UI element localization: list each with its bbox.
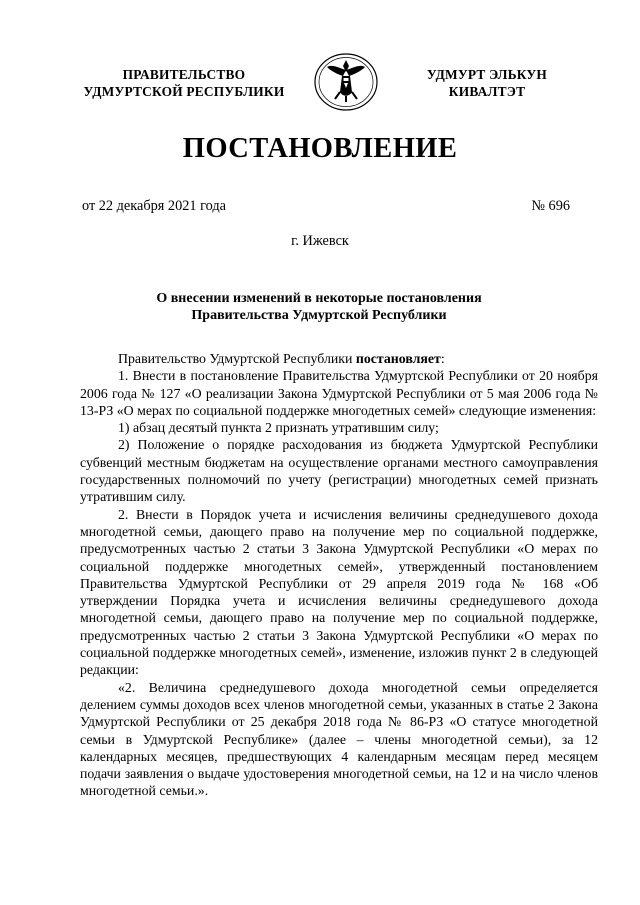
intro-verb: постановляет	[355, 351, 441, 366]
paragraph-1: 1. Внести в постановление Правительства Удмуртской Республики от 20 ноября 2006 года № 127 «О реализации Закона Удмуртской Республики от 5 мая 2006 года № 13-РЗ «О мерах по социальной поддержке многодетных семей» следующие изменения:	[80, 368, 598, 418]
document-number: № 696	[531, 198, 570, 214]
header-left	[66, 66, 302, 100]
intro-paragraph	[80, 350, 598, 367]
document-title: ПОСТАНОВЛЕНИЕ	[182, 133, 458, 164]
header-left-line2: УДМУРТСКОЙ РЕСПУБЛИКИ	[83, 84, 285, 99]
udmurt-coat-of-arms-icon	[313, 52, 379, 112]
document-date: от 22 декабря 2021 года	[82, 198, 226, 214]
paragraph-1-item-2: 2) Положение о порядке расходования из бюджета Удмуртской Республики субвенций местным бюджетам на осуществление органами местного самоуправления государственных полномочий по учету (регистрации) многодетных семей признать утратившим силу.	[80, 437, 598, 505]
paragraph-3: «2. Величина среднедушевого дохода многодетной семьи определяется делением суммы доходов всех членов многодетной семьи, указанных в статье 2 Закона Удмуртской Республики от 25 декабря 2018 года № 86-РЗ «О статусе многодетной семьи в Удмуртской Республике» (далее – члены многодетной семьи), за 12 календарных месяцев, предшествующих 4 календарным месяцам перед месяцем подачи заявления о выдаче удостоверения многодетной семьи, на 12 и на число членов многодетной семьи.».	[80, 679, 598, 799]
subject-line2: Правительства Удмуртской Республики	[191, 308, 447, 323]
header-left-line1: ПРАВИТЕЛЬСТВО	[122, 67, 246, 82]
document-city: г. Ижевск	[291, 233, 349, 249]
paragraph-2: 2. Внести в Порядок учета и исчисления величины среднедушевого дохода многодетной семьи, дающего право на получение мер по социальной поддержке, предусмотренных частью 2 статьи 3 Закона Удмуртской Республики «О мерах по социальной поддержке многодетных семей», утвержденный постановлением Правительства Удмуртской Республики от 29 апреля 2019 года № 168 «Об утверждении Порядка учета и исчисления величины среднедушевого дохода многодетной семьи, дающего право на получение мер по социальной поддержке, предусмотренных частью 2 статьи 3 Закона Удмуртской Республики «О мерах по социальной поддержке многодетных семей», изменение, изложив пункт 2 в следующей редакции:	[80, 506, 598, 678]
intro-prefix: Правительство Удмуртской Республики	[118, 351, 356, 366]
document-body	[80, 350, 598, 800]
paragraph-1-item-1: 1) абзац десятый пункта 2 признать утратившим силу;	[118, 420, 439, 436]
subject-line1: О внесении изменений в некоторые постановления	[156, 291, 482, 306]
header-right-line2: КИВАЛТЭТ	[448, 84, 526, 99]
header-right	[402, 66, 572, 100]
header-right-line1: УДМУРТ ЭЛЬКУН	[426, 67, 548, 82]
intro-suffix: :	[440, 351, 445, 366]
document-subject	[120, 290, 518, 324]
